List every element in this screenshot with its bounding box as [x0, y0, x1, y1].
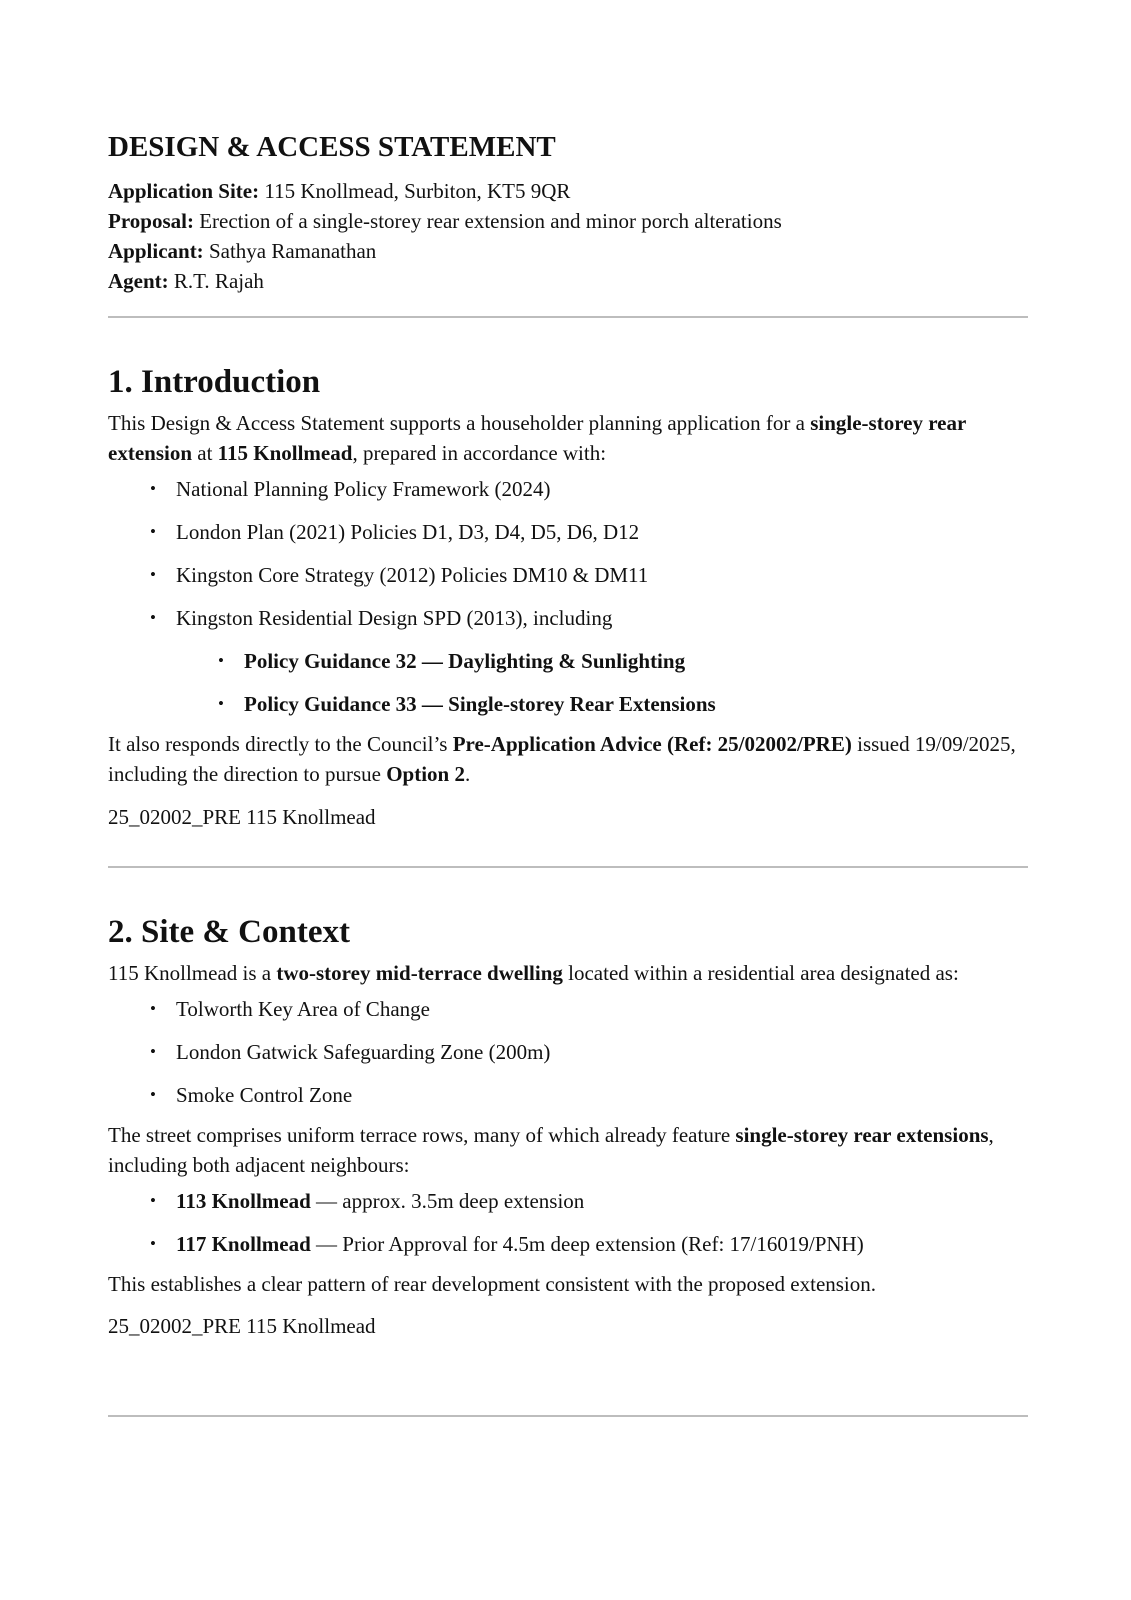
bullet-icon: •	[150, 1234, 156, 1253]
section-site-context	[108, 912, 1028, 1341]
neighbour-name: 117 Knollmead	[176, 1232, 311, 1256]
bullet-icon: •	[218, 651, 224, 670]
section-heading: 1. Introduction	[108, 364, 321, 400]
applicant-line	[108, 236, 782, 266]
field-value: 115 Knollmead, Surbiton, KT5 9QR	[259, 179, 571, 203]
street-context-paragraph	[108, 1120, 1028, 1180]
application-details	[108, 176, 782, 296]
list-item	[108, 560, 1028, 590]
neighbour-list	[108, 1186, 1028, 1259]
list-item	[108, 474, 1028, 504]
bold-run: Option 2	[386, 762, 465, 786]
conclusion-paragraph: This establishes a clear pattern of rear development consistent with the proposed extension.	[108, 1272, 877, 1296]
list-item	[108, 994, 1028, 1024]
field-label: Application Site:	[108, 179, 260, 203]
text-run: It also responds directly to the Council’s	[108, 732, 453, 756]
text-run: , prepared in accordance with:	[352, 441, 607, 465]
list-item-text: London Gatwick Safeguarding Zone (200m)	[176, 1040, 551, 1064]
policy-guidance-sublist	[108, 646, 1028, 719]
list-item-text: Tolworth Key Area of Change	[176, 997, 430, 1021]
introduction-paragraph	[108, 408, 1028, 468]
section-heading: 2. Site & Context	[108, 914, 350, 950]
text-run: This Design & Access Statement supports a householder planning application for a	[108, 411, 811, 435]
divider	[108, 316, 1028, 318]
section-introduction	[108, 362, 1028, 832]
text-run: The street comprises uniform terrace rows, many of which already feature	[108, 1123, 736, 1147]
list-item	[108, 689, 1028, 719]
divider	[108, 866, 1028, 868]
text-run: located within a residential area designated as:	[562, 961, 959, 985]
text-run: issued 19/09/2025, including the direction to pursue	[108, 732, 1016, 786]
list-item-text: Smoke Control Zone	[176, 1083, 353, 1107]
field-value: Sathya Ramanathan	[203, 239, 377, 263]
bullet-icon: •	[150, 999, 156, 1018]
text-run: at	[192, 441, 218, 465]
bold-run: single-storey rear extensions	[735, 1123, 989, 1147]
policy-list	[108, 474, 1028, 633]
field-value: Erection of a single-storey rear extension and minor porch alterations	[193, 209, 782, 233]
text-run: 115 Knollmead is a	[108, 961, 277, 985]
application-site-line	[108, 176, 782, 206]
field-label: Proposal:	[108, 209, 194, 233]
bullet-icon: •	[218, 694, 224, 713]
list-item	[108, 517, 1028, 547]
neighbour-detail: — Prior Approval for 4.5m deep extension (Ref: 17/16019/PNH)	[310, 1232, 864, 1256]
list-item-text: Policy Guidance 32 — Daylighting & Sunlighting	[244, 649, 686, 673]
list-item-text: London Plan (2021) Policies D1, D3, D4, D5, D6, D12	[176, 520, 640, 544]
bold-run: Pre-Application Advice (Ref: 25/02002/PRE)	[452, 732, 852, 756]
list-item-text: Policy Guidance 33 — Single-storey Rear Extensions	[244, 692, 716, 716]
field-label: Agent:	[108, 269, 169, 293]
field-value: R.T. Rajah	[168, 269, 264, 293]
bullet-icon: •	[150, 522, 156, 541]
field-label: Applicant:	[108, 239, 204, 263]
reference-text: 25_02002_PRE 115 Knollmead	[108, 1314, 376, 1338]
text-run: .	[464, 762, 471, 786]
list-item-text: Kingston Core Strategy (2012) Policies DM10 & DM11	[176, 563, 649, 587]
neighbour-detail: — approx. 3.5m deep extension	[310, 1189, 585, 1213]
bullet-icon: •	[150, 1042, 156, 1061]
bold-run: single-storey rear extension	[108, 411, 966, 465]
list-item-text: National Planning Policy Framework (2024)	[176, 477, 551, 501]
reference-text: 25_02002_PRE 115 Knollmead	[108, 805, 376, 829]
bullet-icon: •	[150, 1085, 156, 1104]
bullet-icon: •	[150, 479, 156, 498]
neighbour-name: 113 Knollmead	[176, 1189, 311, 1213]
pre-application-paragraph	[108, 729, 1028, 789]
proposal-line	[108, 206, 782, 236]
list-item	[108, 1080, 1028, 1110]
list-item-text: Kingston Residential Design SPD (2013), including	[176, 606, 613, 630]
list-item	[108, 1229, 1028, 1259]
bold-run: two-storey mid-terrace dwelling	[276, 961, 563, 985]
list-item	[108, 1037, 1028, 1067]
list-item	[108, 1186, 1028, 1216]
designation-list	[108, 994, 1028, 1110]
divider	[108, 1415, 1028, 1417]
document-title: DESIGN & ACCESS STATEMENT	[108, 131, 556, 163]
bullet-icon: •	[150, 608, 156, 627]
bullet-icon: •	[150, 565, 156, 584]
text-run: , including both adjacent neighbours:	[108, 1123, 994, 1177]
bullet-icon: •	[150, 1191, 156, 1210]
list-item	[108, 603, 1028, 633]
agent-line	[108, 266, 782, 296]
list-item	[108, 646, 1028, 676]
bold-run: 115 Knollmead	[217, 441, 353, 465]
site-description-paragraph	[108, 958, 1028, 988]
